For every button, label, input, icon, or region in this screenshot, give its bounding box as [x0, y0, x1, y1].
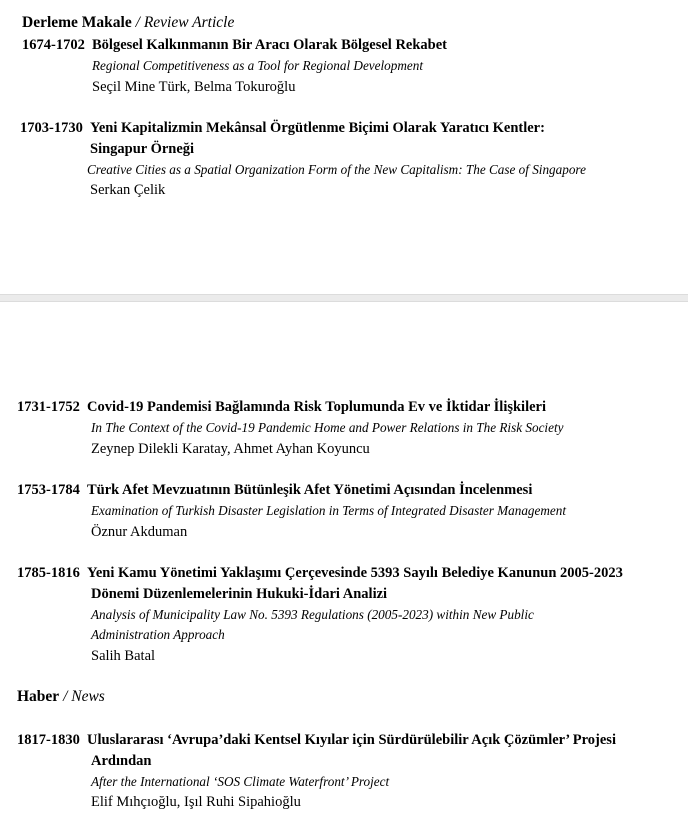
article-authors: Elif Mıhçıoğlu, Işıl Ruhi Sipahioğlu	[91, 794, 301, 811]
toc-entry	[22, 35, 662, 97]
article-subtitle: Examination of Turkish Disaster Legislation in Terms of Integrated Disaster Management	[91, 502, 566, 518]
article-title[interactable]: Bölgesel Kalkınmanın Bir Aracı Olarak Bölgesel Rekabet	[92, 37, 447, 53]
section-heading-tr: Derleme Makale	[22, 14, 132, 31]
toc-entry	[17, 730, 682, 813]
article-title[interactable]: Yeni Kapitalizmin Mekânsal Örgütlenme Biçimi Olarak Yaratıcı Kentler:	[90, 120, 545, 136]
section-heading-tr: Haber	[17, 688, 60, 705]
section-heading-separator: /	[59, 688, 72, 705]
article-authors: Öznur Akduman	[91, 523, 188, 540]
page-range: 1753-1784	[17, 482, 80, 498]
toc-entry	[17, 480, 677, 542]
article-subtitle: Analysis of Municipality Law No. 5393 Regulations (2005-2023) within New Public	[91, 606, 534, 622]
section-heading-news	[17, 688, 105, 706]
article-subtitle-continued: Administration Approach	[91, 627, 225, 643]
page-range: 1817-1830	[17, 732, 80, 748]
article-title-continued[interactable]: Dönemi Düzenlemelerinin Hukuki-İdari Analizi	[91, 585, 388, 602]
article-title[interactable]: Yeni Kamu Yönetimi Yaklaşımı Çerçevesinde 5393 Sayılı Belediye Kanunun 2005-2023	[87, 565, 623, 581]
article-authors: Seçil Mine Türk, Belma Tokuroğlu	[92, 78, 296, 95]
article-authors: Zeynep Dilekli Karatay, Ahmet Ayhan Koyuncu	[91, 440, 370, 457]
toc-entry	[20, 118, 670, 201]
article-title-continued[interactable]: Singapur Örneği	[90, 140, 195, 157]
section-heading-en: News	[71, 688, 105, 705]
section-heading-review	[22, 14, 234, 32]
page-range: 1731-1752	[17, 399, 80, 415]
page-range: 1703-1730	[20, 120, 83, 136]
article-subtitle: Regional Competitiveness as a Tool for Regional Development	[92, 57, 423, 73]
page-range: 1674-1702	[22, 37, 85, 53]
page-divider	[0, 294, 688, 302]
article-subtitle: Creative Cities as a Spatial Organization Form of the New Capitalism: The Case of Singapore	[87, 161, 586, 177]
article-title[interactable]: Covid-19 Pandemisi Bağlamında Risk Toplumunda Ev ve İktidar İlişkileri	[87, 399, 547, 415]
article-title[interactable]: Türk Afet Mevzuatının Bütünleşik Afet Yönetimi Açısından İncelenmesi	[87, 482, 533, 498]
toc-entry	[17, 397, 677, 459]
section-heading-separator: /	[131, 14, 144, 31]
section-heading-en: Review Article	[143, 14, 235, 31]
article-subtitle: After the International ‘SOS Climate Waterfront’ Project	[91, 773, 390, 789]
article-title-continued[interactable]: Ardından	[91, 752, 152, 769]
article-authors: Salih Batal	[91, 648, 156, 665]
article-subtitle: In The Context of the Covid-19 Pandemic Home and Power Relations in The Risk Society	[91, 419, 564, 435]
page-range: 1785-1816	[17, 565, 80, 581]
article-title[interactable]: Uluslararası ‘Avrupa’daki Kentsel Kıyılar için Sürdürülebilir Açık Çözümler’ Projesi	[87, 732, 616, 748]
article-authors: Serkan Çelik	[90, 182, 166, 199]
toc-entry	[17, 563, 682, 667]
